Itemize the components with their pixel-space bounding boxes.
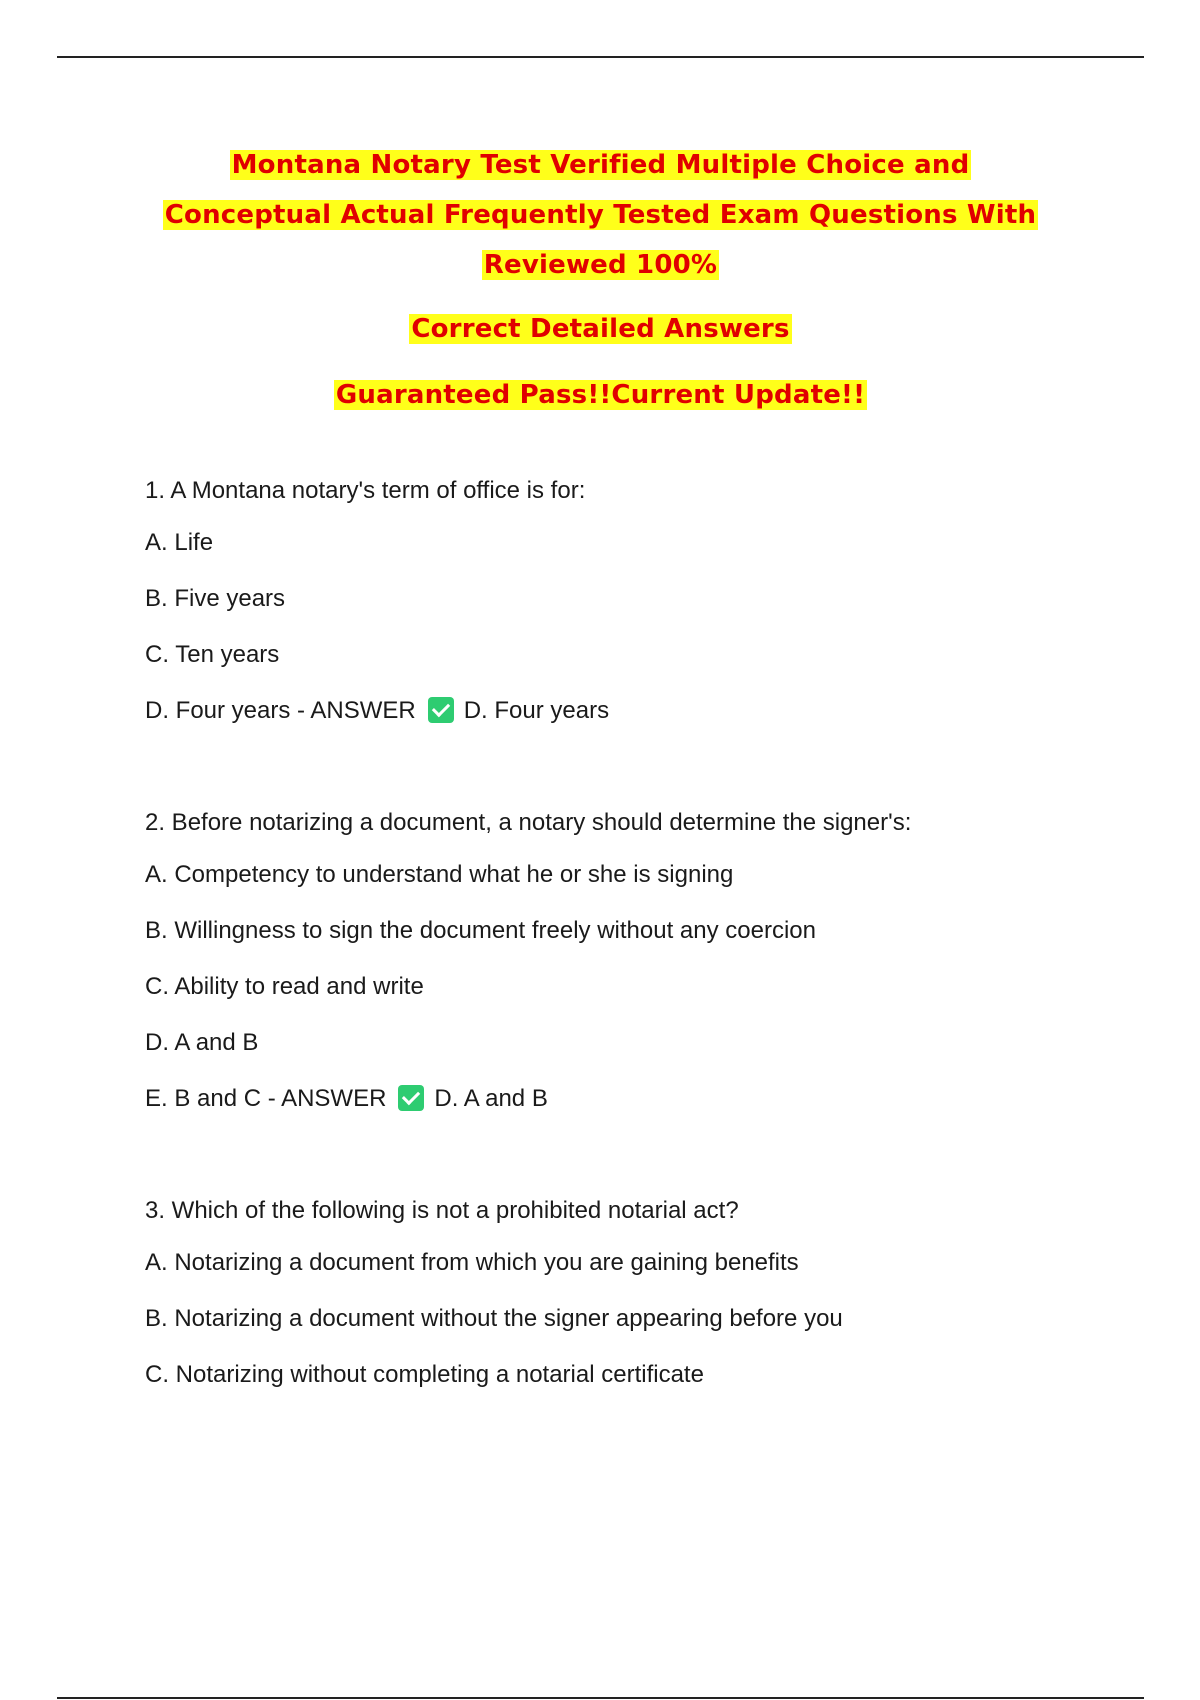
question-text: 1. A Montana notary's term of office is for: [145,477,586,504]
title-line-1: Montana Notary Test Verified Multiple Choice and [231,150,970,180]
answer-prefix: D. Four years - ANSWER [145,697,416,724]
question-2 [145,809,1160,1113]
answer-prefix: E. B and C - ANSWER [145,1085,387,1112]
bottom-rule [57,1697,1144,1699]
option-a: A. Notarizing a document from which you are gaining benefits [145,1249,799,1276]
question-list [145,477,1160,1417]
option-c: C. Notarizing without completing a notarial certificate [145,1361,704,1388]
option-b: B. Willingness to sign the document freely without any coercion [145,917,817,944]
check-mark-icon [428,697,454,723]
option-a: A. Competency to understand what he or she is signing [145,861,734,888]
option-b: B. Five years [145,585,286,612]
option-c: C. Ability to read and write [145,973,424,1000]
answer-line [145,697,1160,725]
answer-value: D. A and B [434,1085,548,1112]
tagline: Guaranteed Pass!!Current Update!! [335,380,866,410]
option-c: C. Ten years [145,641,280,668]
option-d: D. A and B [145,1029,259,1056]
check-mark-icon [398,1085,424,1111]
question-1 [145,477,1160,725]
question-text: 3. Which of the following is not a prohibited notarial act? [145,1197,739,1224]
option-b: B. Notarizing a document without the signer appearing before you [145,1305,843,1332]
question-text: 2. Before notarizing a document, a notary should determine the signer's: [145,809,912,836]
answer-line [145,1085,1160,1113]
title-line-3: Reviewed 100% [483,250,718,280]
top-rule [57,56,1144,58]
question-3 [145,1197,1160,1389]
document-title [57,142,1144,422]
option-a: A. Life [145,529,214,556]
answer-value: D. Four years [463,697,610,724]
subtitle: Correct Detailed Answers [411,314,790,344]
title-line-2: Conceptual Actual Frequently Tested Exam Questions With [164,200,1037,230]
